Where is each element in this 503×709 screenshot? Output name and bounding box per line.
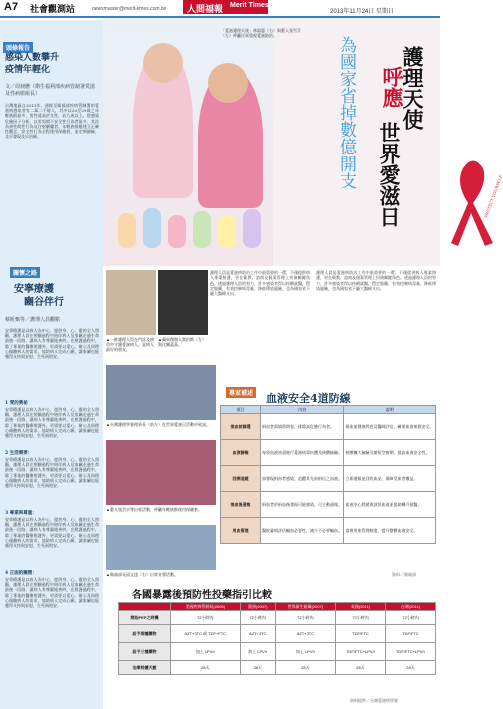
- cell: AZT+3TC: [275, 625, 335, 643]
- logo-english: Merit Times: [230, 2, 269, 9]
- cell: 72小時內: [240, 611, 275, 625]
- headline-black-2: 世界愛滋日: [377, 122, 402, 227]
- hiv-th: 美國疾病管制局(2005): [171, 603, 241, 611]
- tag-headline-report: 頭條報告: [3, 42, 33, 53]
- doll-figures: [113, 203, 268, 258]
- headline-black-1: 護理天使: [400, 46, 425, 130]
- cell: 落實用血管理制度，提升整體血液安全。: [344, 518, 436, 544]
- cell: 捐血前健康問卷及醫師評估，確保血液來源安全。: [344, 414, 436, 440]
- left-column: [0, 20, 103, 709]
- cell: 28天: [275, 661, 335, 675]
- section-title: 社會觀測站: [30, 4, 76, 14]
- article2-para-1: 安寧療護是以病人為中心，提供身、心、靈的全人照顧，護理人員在照顧過程中陪伴病人及家屬走過生命最後一段路，讓病人有尊嚴地善終。在照護過程中，除了專業的醫療照護外，更需要以愛心、耐心及同理心傾聽病人的需求，協助病人完成心願，讓家屬也能獲得支持與安慰，生死兩相安。: [5, 407, 99, 439]
- table-row: [221, 518, 436, 544]
- row-head: 捐血後通報: [221, 492, 261, 518]
- cell: TDF/FTC: [385, 625, 435, 643]
- article2-para-4: 安寧療護是以病人為中心，提供身、心、靈的全人照顧，護理人員在照顧過程中陪伴病人及家屬走過生命最後一段路，讓病人有尊嚴地善終。在照護過程中，除了專業的醫療照護外，更需要以愛心、耐心及同理心傾聽病人的需求，協助病人完成心願，讓家屬也能獲得支持與安慰，生死兩相安。: [5, 577, 99, 609]
- cell: AZT+3TC: [240, 625, 275, 643]
- main-article-col1: 護理人員是愛滋病防治工作中最重要的一環，不僅提供病人專業照護，更在衛教、諮商及個案管理上扮演關鍵角色。透過護理人員的努力，許多感染者得以持續就醫，穩定服藥，有效控制病毒量，降低傳染風險，也為國家省下龐大醫療支出。: [210, 270, 310, 297]
- table-row: [221, 492, 436, 518]
- face-left: [143, 43, 183, 83]
- article2-subhead-1: 1 愛的奧祕: [5, 401, 28, 406]
- table-row: [119, 661, 436, 675]
- blood-th-note: 說明: [344, 406, 436, 414]
- blood-table-header-row: [221, 406, 436, 414]
- blood-th-content: 內容: [261, 406, 344, 414]
- page-number: A7: [4, 1, 19, 13]
- hiv-th: 世界衛生組織(2007): [275, 603, 335, 611]
- article2-byline: 蔡昕甄等／護理人員觀點: [5, 317, 61, 323]
- hiv-pep-table: [118, 602, 436, 675]
- photo-event-2: [106, 440, 216, 505]
- photo-caption-5: ▲衛福部長邱文達（右）出席宣導活動。: [106, 572, 178, 577]
- article2-title-line1: 安寧療護: [14, 284, 54, 295]
- photo-caption-2: ▲蘋果創辦人賈伯斯（左）與比爾蓋茲。: [158, 337, 206, 347]
- cell: 加上 LPV/r: [240, 643, 275, 661]
- table-row: [221, 466, 436, 492]
- expert-tag: 專家補述: [226, 387, 256, 398]
- article2-title-line2: 豳谷伴行: [24, 297, 64, 308]
- cell: AZT+3TC 或 TDF+FTC: [171, 625, 241, 643]
- hiv-th: 英國(2011): [336, 603, 386, 611]
- cell: 28天: [171, 661, 241, 675]
- article2-subhead-2: 2 生活需要：: [5, 451, 33, 456]
- cell: 醫院審慎評估輸血必要性，減少不必要輸血。: [261, 518, 344, 544]
- table-row: [119, 643, 436, 661]
- table-row: [119, 625, 436, 643]
- cell: TDF/FTC: [336, 625, 386, 643]
- doll: [218, 215, 236, 248]
- cell: 28天: [240, 661, 275, 675]
- doll: [243, 209, 261, 248]
- row-head: 治療持續天數: [119, 661, 171, 675]
- blood-safety-title: 血液安全4道防線: [266, 392, 351, 405]
- doll: [168, 215, 186, 248]
- row-head: 給予兩種藥物: [119, 625, 171, 643]
- cell: 如發現捐血者感染，追蹤其先前捐出之血液。: [261, 466, 344, 492]
- article1-body: 台灣地區自2013年，通報至衛福部疾病管制署的愛滋病感染者有二萬二千餘人，其中以20至29歲之年輕族群最多，男性遠高於女性，佔九成以上。從感染危險因子分析，以男男間不安全性行為者最多，其次為異性間性行為及注射藥癮者。年輕族群應建立正確性觀念，安全性行為全程使用保險套，並定期篩檢，及早發現及早治療。: [5, 103, 99, 140]
- table-row: [221, 414, 436, 440]
- logo-chinese: 人間福報: [187, 5, 224, 15]
- photo-jobs: [158, 270, 208, 335]
- cell: 加上 LPV/r: [275, 643, 335, 661]
- row-head: 血液篩檢: [221, 440, 261, 466]
- cell: TDF/FTC+LPV/r: [336, 643, 386, 661]
- row-head: 用血管理: [221, 518, 261, 544]
- cell: 28天: [336, 661, 386, 675]
- hiv-th: 澳洲(2007): [240, 603, 275, 611]
- hiv-header-row: [119, 603, 436, 611]
- row-head: 回溯追蹤: [221, 466, 261, 492]
- article2-subhead-3: 3 專業與尊重：: [5, 511, 37, 516]
- article2-para-2: 安寧療護是以病人為中心，提供身、心、靈的全人照顧，護理人員在照顧過程中陪伴病人及家屬走過生命最後一段路，讓病人有尊嚴地善終。在照護過程中，除了專業的醫療照護外，更需要以愛心、耐心及同理心傾聽病人的需求，協助病人完成心願，讓家屬也能獲得支持與安慰，生死兩相安。: [5, 457, 99, 489]
- cell: 72小時內: [171, 611, 241, 625]
- article2-subhead-4: 4 正面的關懷：: [5, 571, 37, 576]
- row-head: 開始PEP之時機: [119, 611, 171, 625]
- article2-para-3: 安寧療護是以病人為中心，提供身、心、靈的全人照顧，護理人員在照顧過程中陪伴病人及家屬走過生命最後一段路，讓病人有尊嚴地善終。在照護過程中，除了專業的醫療照護外，更需要以愛心、耐心及同理心傾聽病人的需求，協助病人完成心願，讓家屬也能獲得支持與安慰，生死兩相安。: [5, 517, 99, 549]
- main-article-col2: 護理人員是愛滋病防治工作中最重要的一環，不僅提供病人專業照護，更在衛教、諮商及個案管理上扮演關鍵角色。透過護理人員的努力，許多感染者得以持續就醫，穩定服藥，有效控制病毒量，降低傳染風險，也為國家省下龐大醫療支出。: [316, 270, 436, 291]
- cell: 加上 LPV/r: [171, 643, 241, 661]
- hiv-th: 台灣(2011): [385, 603, 435, 611]
- photo-event-3: [106, 525, 216, 570]
- cell: 血液中心將銷毀該袋血液並協助轉介就醫。: [344, 492, 436, 518]
- hero-caption: 「愛滋護理天使」林淑惠（右）與藝人張雪芬（左）呼籲民眾重視愛滋防治。: [221, 28, 301, 38]
- cell: TDF/FTC+LPV/r: [385, 643, 435, 661]
- photo-caption-1: ▲一群護理人員在門診及病房中守護愛滋病人，是病人最好的朋友。: [106, 337, 154, 352]
- photo-nurses: [106, 270, 156, 335]
- table-row: [119, 611, 436, 625]
- article1-title-line2: 疫情年輕化: [5, 65, 51, 75]
- issue-date: 2013年11月24日 星期日: [330, 9, 394, 15]
- contact-email: newsmaster@merit-times.com.tw: [92, 6, 166, 12]
- headline-red: 呼應: [380, 66, 405, 108]
- hiv-th: [119, 603, 171, 611]
- cell: 72小時內: [336, 611, 386, 625]
- cell: 72小時內: [275, 611, 335, 625]
- doll: [143, 208, 161, 248]
- table-row: [221, 440, 436, 466]
- blood-th-item: 項目: [221, 406, 261, 414]
- hiv-source: 資料提供／台灣愛滋病學會: [350, 698, 398, 703]
- row-head: 捐血前篩選: [221, 414, 261, 440]
- doll: [118, 213, 136, 248]
- photo-event-1: [106, 365, 216, 420]
- doll: [193, 211, 211, 248]
- cell: 每袋血液皆須進行愛滋病毒抗體及核酸檢驗。: [261, 440, 344, 466]
- cell: 捐血者於捐血後發現可能感染，可主動通報。: [261, 492, 344, 518]
- article1-byline: 文／周昶懋（衛生福利部疾病管制署愛滋及性病組組長）: [5, 84, 96, 97]
- cell: 捐血者需填寫問卷，排除高危險行為者。: [261, 414, 344, 440]
- row-head: 給予三種藥物: [119, 643, 171, 661]
- cell: 28天: [385, 661, 435, 675]
- article2-body: 安寧療護是以病人為中心，提供身、心、靈的全人照顧，護理人員在照顧過程中陪伴病人及家屬走過生命最後一段路，讓病人有尊嚴地善終。在照護過程中，除了專業的醫療照護外，更需要以愛心、耐心及同理心傾聽病人的需求，協助病人完成心願，讓家屬也能獲得支持與安慰，生死兩相安。: [5, 328, 99, 360]
- cell: 核酸擴大檢驗可縮短空窗期，提高血液安全性。: [344, 440, 436, 466]
- tag-care-path: 關懷之路: [10, 267, 40, 278]
- cell: 立即通報並回收血品，保障受血者權益。: [344, 466, 436, 492]
- face-right: [208, 63, 248, 103]
- photo-caption-3: ▲台灣護理學會理事長（前左）在世界愛滋日活動中致詞。: [106, 422, 210, 427]
- hero-banner: [103, 18, 503, 266]
- article1-title-line1: 感染人數攀升: [5, 53, 60, 63]
- blood-source: 資料／衛福部: [392, 572, 416, 577]
- headline-blue: 為國家省掉數億開支: [336, 36, 356, 189]
- hiv-pep-title: 各國暴露後預防性投藥指引比較: [132, 590, 272, 601]
- ribbon-text: PROTECT YOURSELF: [483, 174, 503, 219]
- hero-photo: [103, 18, 273, 266]
- blood-safety-table: [220, 405, 436, 544]
- photo-caption-4: ▲藝人張芸京等出席活動，呼籲年輕族群使用保險套。: [106, 507, 202, 512]
- cell: 72小時內: [385, 611, 435, 625]
- red-ribbon-icon: [443, 158, 503, 248]
